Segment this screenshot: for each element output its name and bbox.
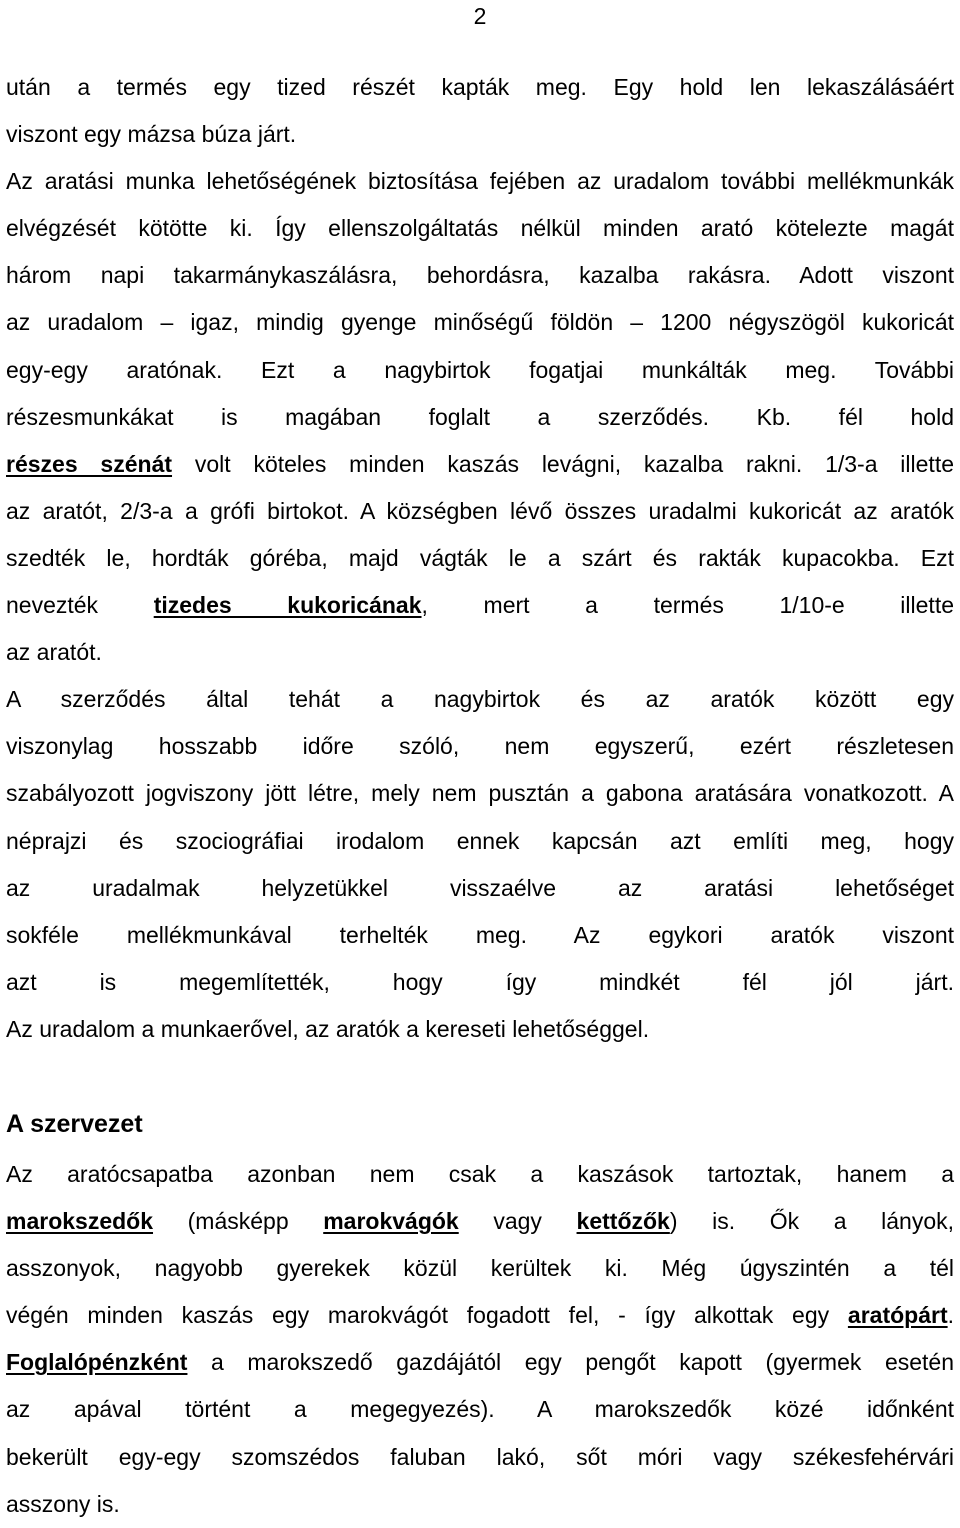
text-run: sokféle mellékmunkával terhelték meg. Az egykori aratók viszont [6,921,954,948]
text-run: viszonylag hosszabb időre szóló, nem egyszerű, ezért részletesen [6,733,954,760]
page-number: 2 [473,3,487,29]
text-run: Az aratási munka lehetőségének biztosítása fejében az uradalom további mellékmunkák [6,168,954,195]
text-run: az aratót, 2/3-a a grófi birtokot. A községben lévő összes uradalmi kukoricát az aratók [6,497,954,524]
text-line [6,676,954,723]
text-run: , mert a termés 1/10-e illette [421,592,955,619]
text-run: bekerült egy-egy szomszédos faluban lakó, sőt móri vagy székesfehérvári [6,1443,954,1470]
text-run: az apával történt a megegyezés). A marokszedők közé időnként [6,1396,954,1423]
section-heading: A szervezet [6,1110,143,1138]
text-run: Az aratócsapatba azonban nem csak a kaszások tartoztak, hanem a [6,1161,954,1187]
text-line [6,818,954,865]
body-paragraph-organization [6,1151,954,1528]
text-line [6,959,954,1006]
text-line [6,1006,954,1053]
text-line [6,299,954,346]
text-line [6,1339,954,1386]
text-line [6,347,954,394]
text-line [6,1292,954,1339]
text-line [6,64,954,111]
text-run: egy-egy aratónak. Ezt a nagybirtok fogatjai munkálták meg. További [6,356,954,383]
text-line [6,1151,954,1198]
text-run: után a termés egy tized részét kapták meg. Egy hold len lekaszálásáért [6,74,954,100]
text-run: ) is. Ők a lányok, [669,1208,954,1235]
emphasized-term: kettőzők [576,1208,670,1235]
text-line [6,912,954,959]
text-run: asszony is. [6,1490,120,1517]
text-run: szabályozott jogviszony jött létre, mely nem pusztán a gabona aratására vonatkozott. A [6,780,954,807]
text-line [6,1434,954,1481]
text-run: a marokszedő gazdájától egy pengőt kapott (gyermek esetén [187,1349,954,1376]
emphasized-term: részes szénát [6,450,173,477]
text-line [6,111,954,158]
emphasized-term: Foglalópénzként [6,1349,188,1376]
text-line [6,1198,954,1245]
text-run: az uradalmak helyzetükkel visszaélve az aratási lehetőséget [6,874,954,901]
emphasized-term: marokszedők [6,1208,154,1235]
text-run: részesmunkákat is magában foglalt a szerződés. Kb. fél hold [6,403,954,430]
text-run: viszont egy mázsa búza járt. [6,121,297,148]
emphasized-term: aratópárt [847,1302,948,1329]
text-line [6,1245,954,1292]
text-run: az uradalom – igaz, mindig gyenge minőségű földön – 1200 négyszögöl kukoricát [6,309,954,336]
text-line [6,205,954,252]
text-line [6,441,954,488]
body-paragraph-contracts [6,64,954,1053]
text-run: vagy [458,1208,577,1235]
text-run: nevezték [6,592,154,619]
emphasized-term: marokvágók [323,1208,459,1235]
text-line [6,865,954,912]
text-run: Az uradalom a munkaerővel, az aratók a kereseti lehetőséggel. [6,1015,650,1042]
text-line [6,535,954,582]
text-line [6,723,954,770]
text-run: volt köteles minden kaszás levágni, kazalba rakni. 1/3-a illette [172,450,955,477]
text-run: asszonyok, nagyobb gyerekek közül kerültek ki. Még úgyszintén a tél [6,1255,954,1282]
text-run: (másképp [153,1208,324,1235]
text-run: szedték le, hordták góréba, majd vágták le a szárt és rakták kupacokba. Ezt [6,544,954,571]
text-line [6,488,954,535]
text-line [6,252,954,299]
text-run: A szerződés által tehát a nagybirtok és az aratók között egy [6,686,954,713]
text-line [6,629,954,676]
text-run: . [947,1302,954,1329]
text-line [6,394,954,441]
text-run: azt is megemlítették, hogy így mindkét fél jól járt. [6,968,954,995]
text-run: az aratót. [6,639,102,666]
text-run: elvégzését kötötte ki. Így ellenszolgáltatás nélkül minden arató kötelezte magát [6,215,954,242]
text-line [6,1386,954,1433]
text-line [6,158,954,205]
emphasized-term: tizedes kukoricának [153,592,422,619]
text-line [6,770,954,817]
text-run: néprajzi és szociográfiai irodalom ennek kapcsán azt említi meg, hogy [6,827,954,854]
text-run: végén minden kaszás egy marokvágót fogadott fel, - így alkottak egy [6,1302,848,1329]
text-line [6,582,954,629]
text-run: három napi takarmánykaszálásra, behordásra, kazalba rakásra. Adott viszont [6,262,954,289]
